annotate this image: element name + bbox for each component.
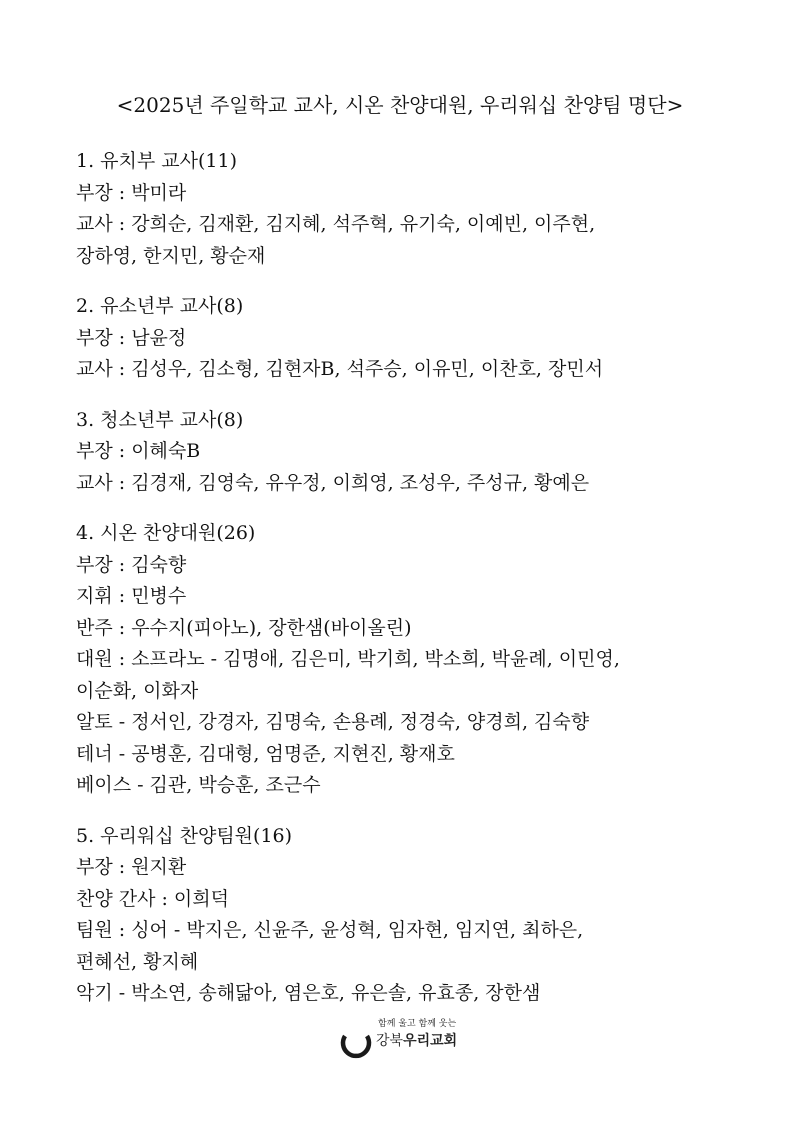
roster-content	[76, 146, 736, 1010]
section-elementary	[76, 291, 736, 386]
roster-line: 교사 : 김경재, 김영숙, 유우정, 이희영, 조성우, 주성규, 황예은	[76, 471, 590, 494]
roster-line: 교사 : 김성우, 김소형, 김현자B, 석주승, 이유민, 이찬호, 장민서	[76, 358, 604, 380]
roster-line: 이순화, 이화자	[76, 679, 199, 702]
roster-line: 베이스 - 김관, 박승훈, 조근수	[76, 774, 321, 796]
section-heading: 5. 우리워십 찬양팀원(16)	[76, 824, 293, 847]
roster-line: 부장 : 김숙향	[76, 553, 187, 576]
church-name-prefix: 강북	[376, 1033, 404, 1049]
roster-line: 찬양 간사 : 이희덕	[76, 887, 229, 910]
roster-line: 교사 : 강희순, 김재환, 김지혜, 석주혁, 유기숙, 이예빈, 이주현,	[76, 213, 596, 235]
church-slogan: 함께 울고 함께 웃는	[378, 1019, 457, 1029]
roster-line: 알토 - 정서인, 강경자, 김명숙, 손용례, 정경숙, 양경희, 김숙향	[76, 711, 590, 733]
roster-line: 부장 : 원지환	[76, 856, 187, 878]
church-name	[376, 1032, 457, 1050]
roster-line: 반주 : 우수지(피아노), 장한샘(바이올린)	[76, 616, 412, 639]
roster-line: 장하영, 한지민, 황순재	[76, 244, 266, 267]
section-heading: 3. 청소년부 교사(8)	[76, 408, 244, 431]
page-title: <2025년 주일학교 교사, 시온 찬양대원, 우리워십 찬양팀 명단>	[116, 93, 684, 117]
section-zion-choir	[76, 518, 736, 802]
roster-line: 편혜선, 황지혜	[76, 950, 199, 973]
roster-line: 지휘 : 민병수	[76, 585, 187, 607]
section-heading: 2. 유소년부 교사(8)	[76, 295, 244, 317]
section-heading: 4. 시온 찬양대원(26)	[76, 522, 256, 544]
church-name-main: 우리교회	[403, 1033, 458, 1049]
section-woori-worship	[76, 821, 736, 1010]
section-kindergarten	[76, 146, 736, 272]
roster-line: 테너 - 공병훈, 김대형, 엄명준, 지현진, 황재호	[76, 742, 455, 765]
church-arc-logo-icon	[340, 1030, 372, 1064]
section-heading: 1. 유치부 교사(11)	[76, 150, 237, 172]
church-logo	[340, 1016, 500, 1072]
roster-line: 부장 : 박미라	[76, 181, 187, 204]
roster-line: 팀원 : 싱어 - 박지은, 신윤주, 윤성혁, 임자현, 임지연, 최하은,	[76, 919, 584, 941]
roster-line: 대원 : 소프라노 - 김명애, 김은미, 박기희, 박소희, 박윤례, 이민영,	[76, 648, 620, 670]
section-youth	[76, 405, 736, 500]
roster-line: 악기 - 박소연, 송해닮아, 염은호, 유은솔, 유효종, 장한샘	[76, 982, 541, 1004]
roster-line: 부장 : 이혜숙B	[76, 440, 201, 462]
roster-line: 부장 : 남윤정	[76, 326, 187, 349]
